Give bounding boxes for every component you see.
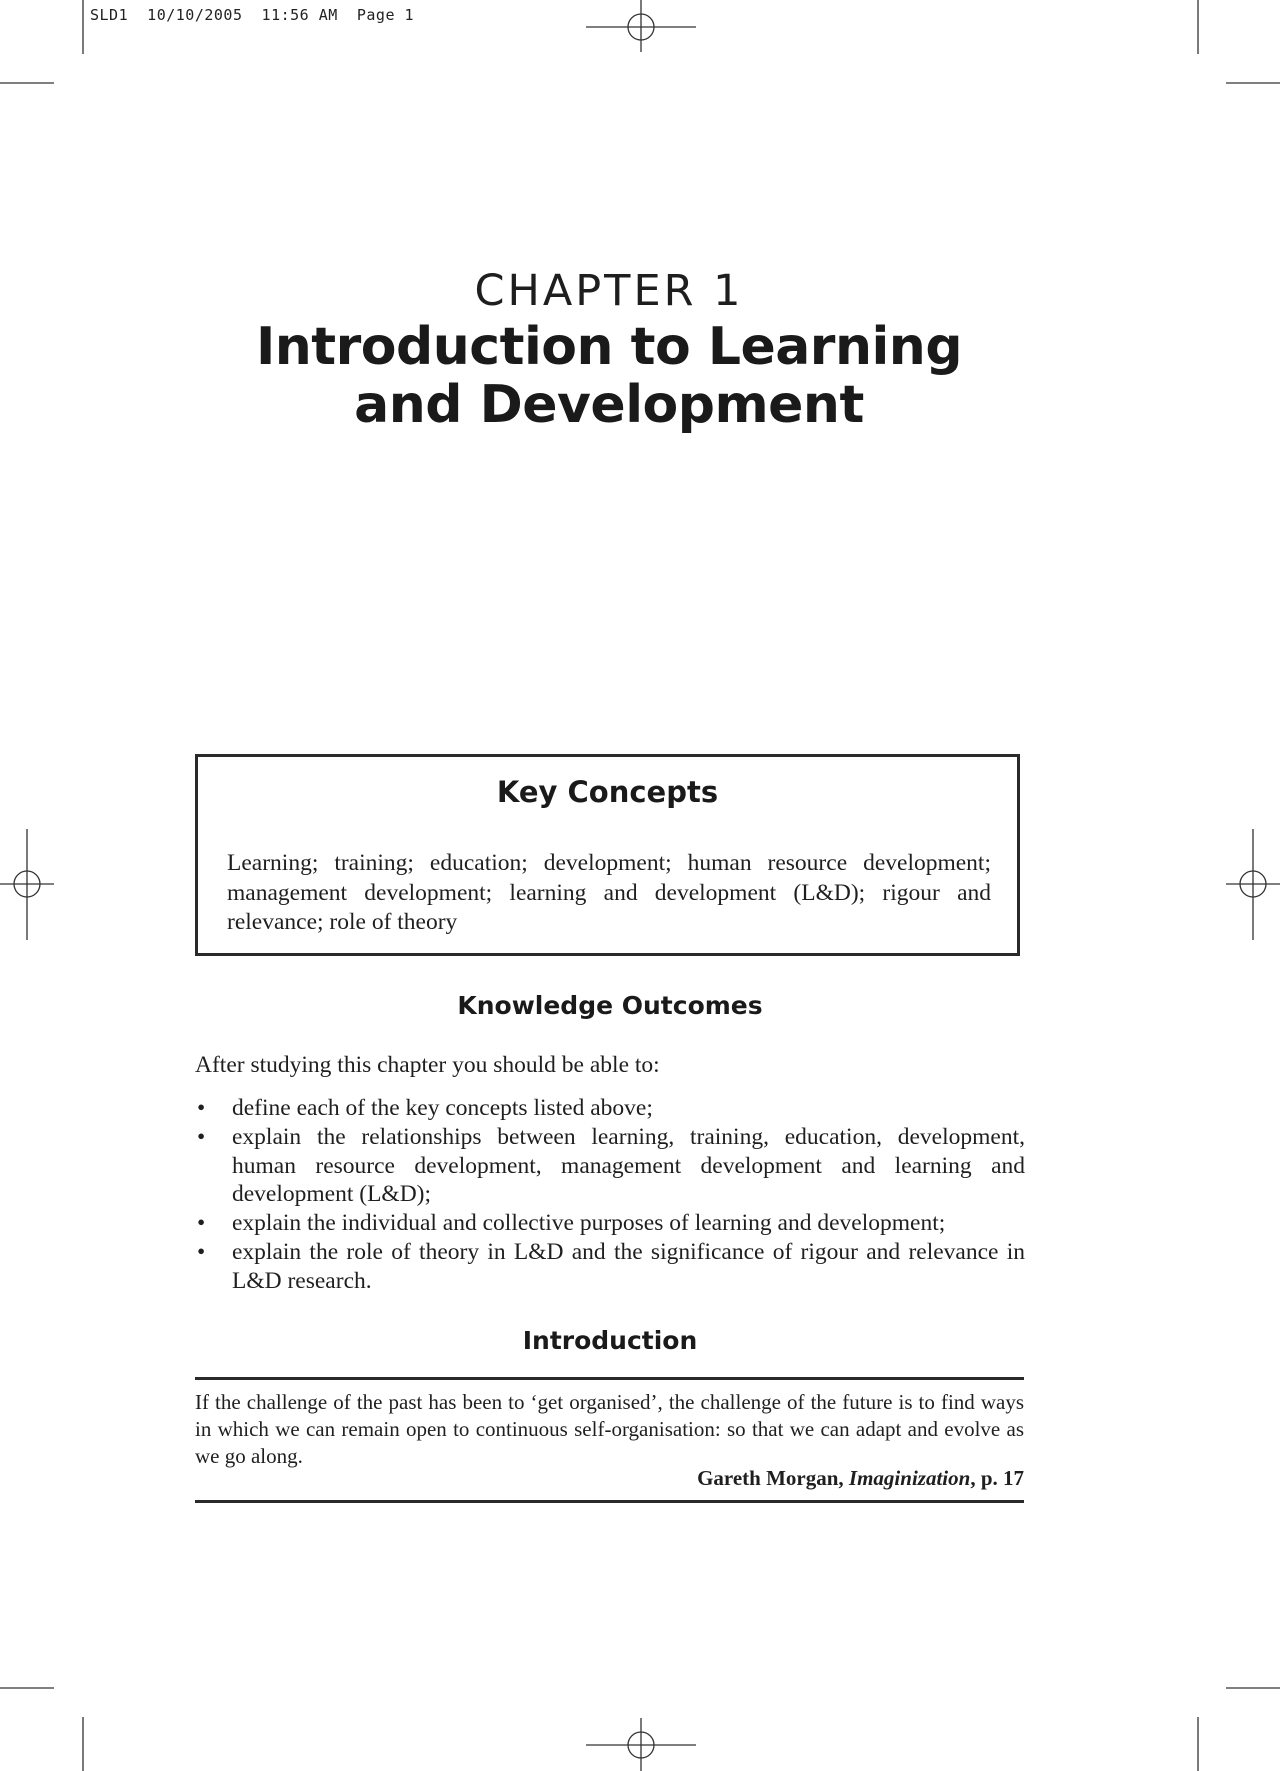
chapter-label: CHAPTER 1 [474, 266, 744, 316]
list-item [195, 1094, 1025, 1123]
bullet-icon: • [197, 1123, 206, 1150]
key-concepts-text: Learning; training; education; development; human resource development; management development; learning and development (L&D); rigour and relevance; role of theory [227, 850, 991, 935]
attribution-author: Gareth Morgan, [697, 1466, 849, 1490]
outcomes-list [195, 1094, 1025, 1296]
list-item-text: explain the role of theory in L&D and the significance of rigour and relevance in L&D research. [232, 1238, 1025, 1294]
list-item [195, 1123, 1025, 1209]
list-item-text: explain the relationships between learning, training, education, development, human resource development, management development and learning and development (L&D); [232, 1123, 1025, 1208]
list-item [195, 1238, 1025, 1296]
quote-top-rule [195, 1377, 1024, 1380]
bullet-icon: • [197, 1238, 206, 1265]
bullet-icon: • [197, 1210, 206, 1237]
attribution-work: Imaginization [848, 1466, 971, 1490]
outcomes-lead-text: After studying this chapter you should be able to: [195, 1052, 660, 1078]
introduction-heading: Introduction [522, 1326, 698, 1355]
chapter-title [0, 318, 1218, 434]
print-slug: SLD1 10/10/2005 11:56 AM Page 1 [90, 6, 415, 24]
list-item [195, 1209, 1025, 1238]
bullet-icon: • [197, 1095, 206, 1121]
chapter-title-line-2: and Development [354, 375, 864, 435]
epigraph-attribution [697, 1466, 1024, 1491]
attribution-page: , p. 17 [970, 1466, 1024, 1490]
list-item-text: define each of the key concepts listed above; [232, 1095, 653, 1121]
quote-bottom-rule [195, 1500, 1024, 1503]
key-concepts-box [195, 754, 1020, 956]
key-concepts-heading: Key Concepts [496, 775, 719, 809]
epigraph-quote: If the challenge of the past has been to ‘get organised’, the challenge of the future is to find ways in which we can remain open to continuous self-organisation: so that we can adapt and evolve as we go along. [195, 1390, 1024, 1468]
chapter-title-line-1: Introduction to Learning [255, 317, 963, 377]
knowledge-outcomes-heading: Knowledge Outcomes [457, 991, 763, 1020]
list-item-text: explain the individual and collective purposes of learning and development; [232, 1210, 946, 1237]
